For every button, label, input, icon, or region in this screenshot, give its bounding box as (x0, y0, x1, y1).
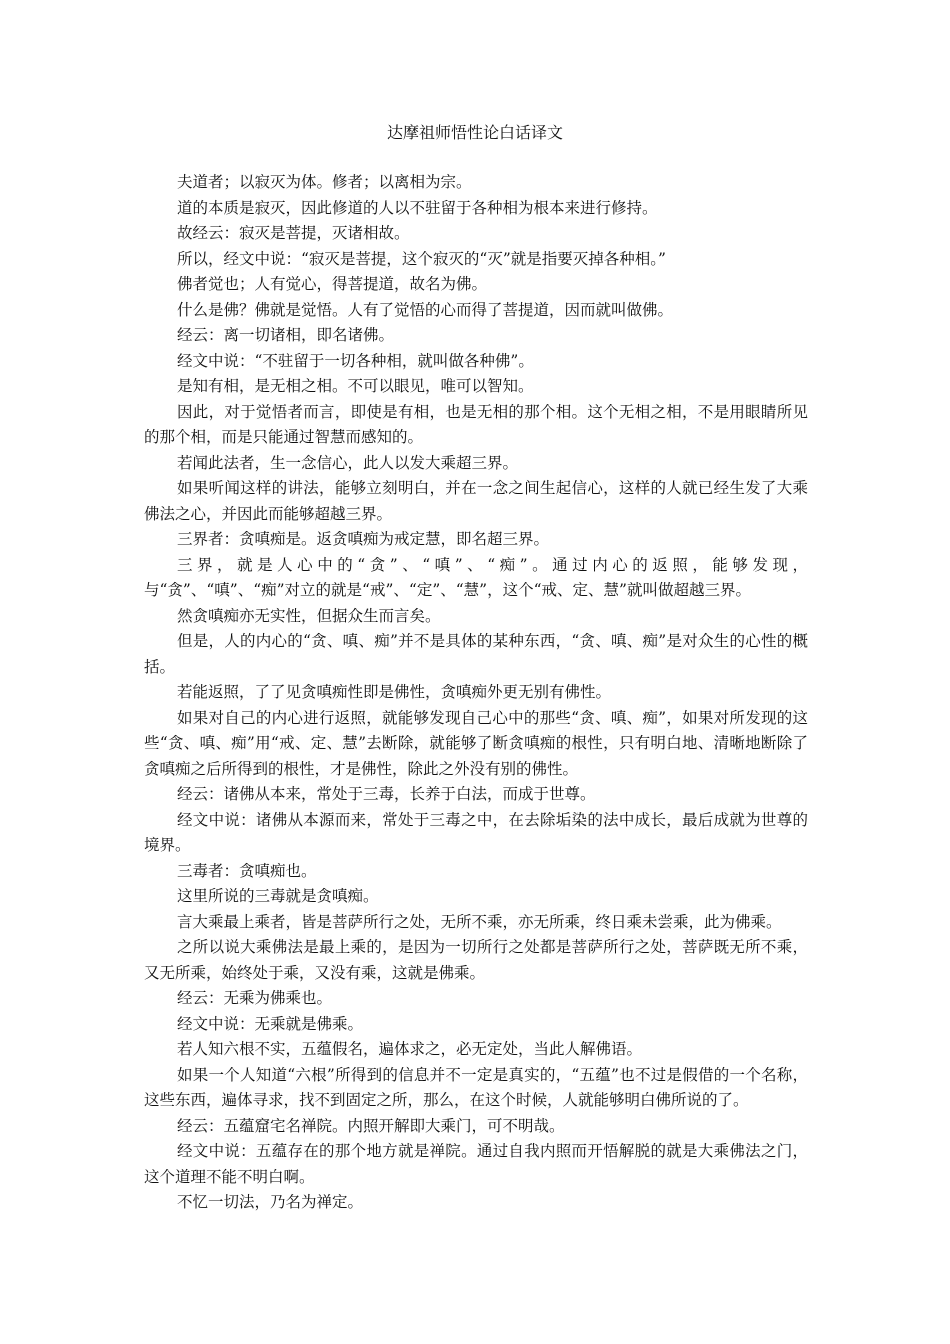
paragraph: 是知有相，是无相之相。不可以眼见，唯可以智知。 (177, 377, 534, 395)
paragraph: 经文中说：五蕴存在的那个地方就是禅院。通过自我内照而开悟解脱的就是大乘佛法之门，这个道理不能不明白啊。 (144, 1142, 808, 1186)
paragraph: 如果对自己的内心进行返照，就能够发现自己心中的那些“贪、嗔、痴”，如果对所发现的这些“贪、嗔、痴”用“戒、定、慧”去断除，就能够了断贪嗔痴的根性，只有明白地、清晰地断除了贪嗔痴之后所得到的根性，才是佛性，除此之外没有别的佛性。 (144, 708, 808, 778)
paragraph: 经文中说：“不驻留于一切各种相，就叫做各种佛”。 (177, 351, 534, 370)
paragraph: 若能返照，了了见贪嗔痴性即是佛性，贪嗔痴外更无别有佛性。 (177, 683, 612, 701)
paragraph: 经云：诸佛从本来，常处于三毒，长养于白法，而成于世尊。 (177, 785, 596, 803)
paragraph: 因此，对于觉悟者而言，即使是有相，也是无相的那个相。这个无相之相，不是用眼睛所见的那个相，而是只能通过智慧而感知的。 (144, 402, 808, 446)
paragraph: 经云：无乘为佛乘也。 (177, 989, 333, 1007)
paragraph: 佛者觉也；人有觉心，得菩提道，故名为佛。 (177, 275, 488, 293)
paragraph: 什么是佛？佛就是觉悟。人有了觉悟的心而得了菩提道，因而就叫做佛。 (177, 300, 674, 319)
paragraph: 经文中说：诸佛从本源而来，常处于三毒之中，在去除垢染的法中成长，最后成就为世尊的境界。 (144, 810, 808, 854)
paragraph: 三毒者：贪嗔痴也。 (177, 861, 317, 880)
paragraph: 如果听闻这样的讲法，能够立刻明白，并在一念之间生起信心，这样的人就已经生发了大乘佛法之心，并因此而能够超越三界。 (144, 479, 808, 523)
paragraph: 但是，人的内心的“贪、嗔、痴”并不是具体的某种东西，“贪、嗔、痴”是对众生的心性的概括。 (144, 632, 808, 676)
paragraph: 然贪嗔痴亦无实性，但据众生而言矣。 (177, 606, 441, 625)
paragraph: 道的本质是寂灭，因此修道的人以不驻留于各种相为根本来进行修持。 (177, 198, 658, 217)
document-title: 达摩祖师悟性论白话译文 (386, 123, 563, 142)
paragraph: 若闻此法者，生一念信心，此人以发大乘超三界。 (177, 453, 519, 472)
paragraph: 不忆一切法，乃名为禅定。 (177, 1193, 364, 1211)
paragraph: 若人知六根不实，五蕴假名，遍体求之，必无定处，当此人解佛语。 (177, 1040, 643, 1058)
paragraph: 故经云：寂灭是菩提，灭诸相故。 (177, 224, 410, 242)
paragraph: 夫道者；以寂灭为体。修者；以离相为宗。 (177, 173, 472, 191)
paragraph: 经文中说：无乘就是佛乘。 (177, 1014, 364, 1033)
paragraph: 之所以说大乘佛法是最上乘的，是因为一切所行之处都是菩萨所行之处，菩萨既无所不乘，又无所乘，始终处于乘，又没有乘，这就是佛乘。 (144, 938, 808, 982)
paragraph: 这里所说的三毒就是贪嗔痴。 (177, 887, 379, 905)
paragraph: 经云：五蕴窟宅名禅院。内照开解即大乘门，可不明哉。 (177, 1116, 565, 1135)
paragraph: 如果一个人知道“六根”所得到的信息并不一定是真实的，“五蕴”也不过是假借的一个名称，这些东西，遍体寻求，找不到固定之所，那么，在这个时候，人就能够明白佛所说的了。 (144, 1065, 808, 1109)
paragraph: 言大乘最上乘者，皆是菩萨所行之处，无所不乘，亦无所乘，终日乘未尝乘，此为佛乘。 (177, 912, 782, 931)
paragraph: 经云：离一切诸相，即名诸佛。 (177, 326, 395, 344)
paragraph: 所以，经文中说：“寂灭是菩提，这个寂灭的“灭”就是指要灭掉各种相。” (177, 249, 666, 268)
paragraph: 三界者：贪嗔痴是。返贪嗔痴为戒定慧，即名超三界。 (177, 530, 550, 548)
document-body (144, 170, 808, 1216)
paragraph: 三界，就是人心中的“贪”、“嗔”、“痴”。通过内心的返照，能够发现，与“贪”、“嗔”、“痴”对立的就是“戒”、“定”、“慧”，这个“戒、定、慧”就叫做超越三界。 (144, 555, 808, 599)
